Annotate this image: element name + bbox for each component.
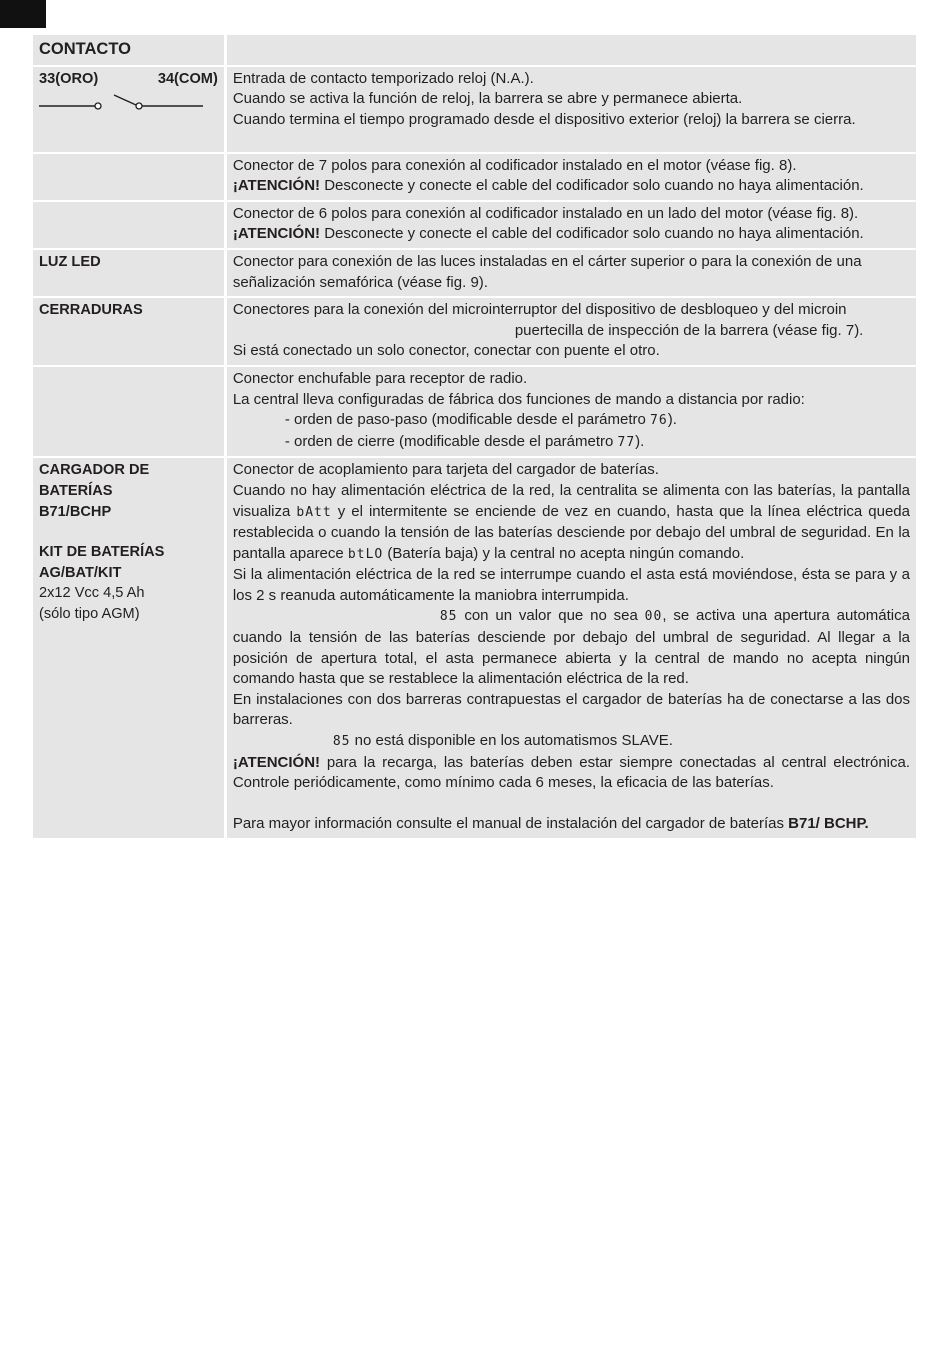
display-code: btLO: [347, 546, 384, 562]
battery-paragraph: Si la alimentación eléctrica de la red se interrumpe cuando el asta está moviéndose, ésta se para y a los 2 s reanuda automáticamente la maniobra interrumpida.: [232, 566, 910, 604]
encoder-6-warning: [233, 224, 910, 245]
table-row-battery-charger: [33, 458, 916, 838]
table-header-row: [33, 35, 916, 65]
battery-paragraph: [233, 606, 910, 689]
clock-contact-line: Entrada de contacto temporizado reloj (N.A.).: [232, 69, 534, 87]
battery-text: y el intermitente se enciende de vez en cuando, hasta que la línea eléctrica queda restablecida o cuando la tensión de las baterías desciende por debajo del umbral de seguridad. En la pantalla aparece: [232, 502, 910, 562]
battery-label-line: CARGADOR DE: [39, 462, 150, 479]
encoder-6-warning-text: Desconecte y conecte el cable del codificador solo cuando no haya alimentación.: [320, 225, 864, 243]
battery-label-line: B71/BCHP: [39, 503, 112, 520]
battery-text: , se activa una apertura automática cuando la tensión de las baterías desciende por debajo del umbral de seguridad. Al llegar a la posición de apertura total, el asta permanece abierta y la central de mando no acepta ningún comando hasta que se restablece la alimentación eléctrica de la red.: [232, 607, 910, 688]
radio-receiver-description: [227, 367, 916, 456]
encoder-7-warning: [233, 176, 910, 197]
battery-text: para la recarga, las baterías deben estar siempre conectadas al central electrónica. Controle periódicamente, como mínimo cada 6 meses, la eficacia de las baterías.: [232, 753, 910, 792]
switch-symbol-icon: [39, 93, 211, 115]
encoder-6-line: Conector de 6 polos para conexión al codificador instalado en un lado del motor (véase fig. 8).: [232, 204, 859, 222]
parameter-code: 85: [439, 609, 458, 625]
display-code: bAtt: [296, 504, 332, 520]
encoder-6-label: [33, 202, 227, 248]
charger-model-ref: B71/ BCHP.: [788, 815, 869, 833]
clock-contact-line: Cuando se activa la función de reloj, la barrera se abre y permanece abierta.: [232, 90, 743, 108]
clock-contact-line: Cuando termina el tiempo programado desde el dispositivo exterior (reloj) la barrera se cierra.: [232, 110, 856, 128]
battery-charger-label: [33, 458, 227, 838]
header-contacto: CONTACTO: [33, 35, 227, 65]
battery-text: no está disponible en los automatismos SLAVE.: [350, 732, 673, 750]
parameter-code: 77: [617, 434, 636, 450]
led-light-label: LUZ LED: [33, 250, 227, 296]
attention-label: ¡ATENCIÓN!: [232, 225, 321, 243]
table-row-encoder-6-pole: [33, 202, 916, 248]
table-row-clock-contact: [33, 67, 916, 152]
battery-text: Para mayor información consulte el manual de instalación del cargador de baterías: [232, 815, 789, 833]
locks-description: [227, 298, 916, 365]
battery-label-line: BATERÍAS: [39, 482, 113, 499]
radio-item-end: ).: [635, 432, 645, 450]
led-light-description: Conector para conexión de las luces instaladas en el cárter superior o para la conexión de una señalización semafórica (véase fig. 9).: [227, 250, 916, 296]
clock-contact-label: [33, 67, 227, 152]
battery-paragraph: [233, 731, 910, 753]
radio-item-text: - orden de paso-paso (modificable desde el parámetro: [284, 411, 651, 429]
battery-text: (Batería baja) y la central no acepta ningún comando.: [383, 544, 745, 562]
battery-text: Cuando no hay alimentación eléctrica de la red, la centralita se alimenta con las baterías, la pantalla visualiza: [232, 481, 910, 520]
radio-item-end: ).: [667, 411, 677, 429]
encoder-6-description: [227, 202, 916, 248]
battery-kit-line: KIT DE BATERÍAS: [39, 544, 165, 561]
battery-paragraph: Conector de acoplamiento para tarjeta del cargador de baterías.: [232, 461, 659, 479]
header-description: [227, 35, 916, 65]
radio-line: Conector enchufable para receptor de radio.: [232, 369, 528, 387]
connections-table: [33, 33, 916, 840]
locks-line: Conectores para la conexión del microinterruptor del dispositivo de desbloqueo y del microin: [232, 301, 847, 319]
terminal-34-label: 34(COM): [157, 70, 218, 87]
radio-list-item: [233, 432, 910, 454]
radio-line: La central lleva configuradas de fábrica dos funciones de mando a distancia por radio:: [232, 390, 805, 408]
battery-warning: [233, 753, 910, 794]
table-row-locks: [33, 298, 916, 365]
battery-spec-line: (sólo tipo AGM): [39, 605, 140, 622]
locks-line: Si está conectado un solo conector, conectar con puente el otro.: [232, 342, 660, 360]
spacer: [233, 794, 910, 815]
encoder-7-warning-text: Desconecte y conecte el cable del codificador solo cuando no haya alimentación.: [320, 177, 864, 195]
battery-kit-line: AG/BAT/KIT: [39, 564, 122, 581]
locks-label: CERRADURAS: [33, 298, 227, 365]
table-row-radio-receiver: [33, 367, 916, 456]
encoder-7-line: Conector de 7 polos para conexión al codificador instalado en el motor (véase fig. 8).: [232, 156, 797, 174]
battery-reference: [233, 814, 910, 835]
radio-list-item: [233, 410, 910, 432]
battery-text: con un valor que no sea: [457, 607, 645, 625]
page-corner-tab: [0, 0, 46, 28]
parameter-code: 00: [644, 609, 663, 625]
parameter-code: 85: [332, 734, 351, 750]
battery-paragraph: En instalaciones con dos barreras contrapuestas el cargador de baterías ha de conectarse a las dos barreras.: [232, 690, 910, 729]
attention-label: ¡ATENCIÓN!: [232, 753, 321, 771]
attention-label: ¡ATENCIÓN!: [232, 177, 321, 195]
encoder-7-description: [227, 154, 916, 200]
radio-item-text: - orden de cierre (modificable desde el parámetro: [284, 432, 618, 450]
battery-charger-description: [227, 458, 916, 838]
radio-receiver-label: [33, 367, 227, 456]
locks-line: puertecilla de inspección de la barrera (véase fig. 7).: [514, 321, 864, 339]
terminal-33-label: 33(ORO): [39, 70, 99, 87]
battery-paragraph: [233, 481, 910, 565]
table-row-led-light: [33, 250, 916, 296]
battery-spec-line: 2x12 Vcc 4,5 Ah: [39, 585, 145, 602]
table-row-encoder-7-pole: [33, 154, 916, 200]
encoder-7-label: [33, 154, 227, 200]
parameter-code: 76: [650, 413, 668, 429]
clock-contact-description: [227, 67, 916, 152]
